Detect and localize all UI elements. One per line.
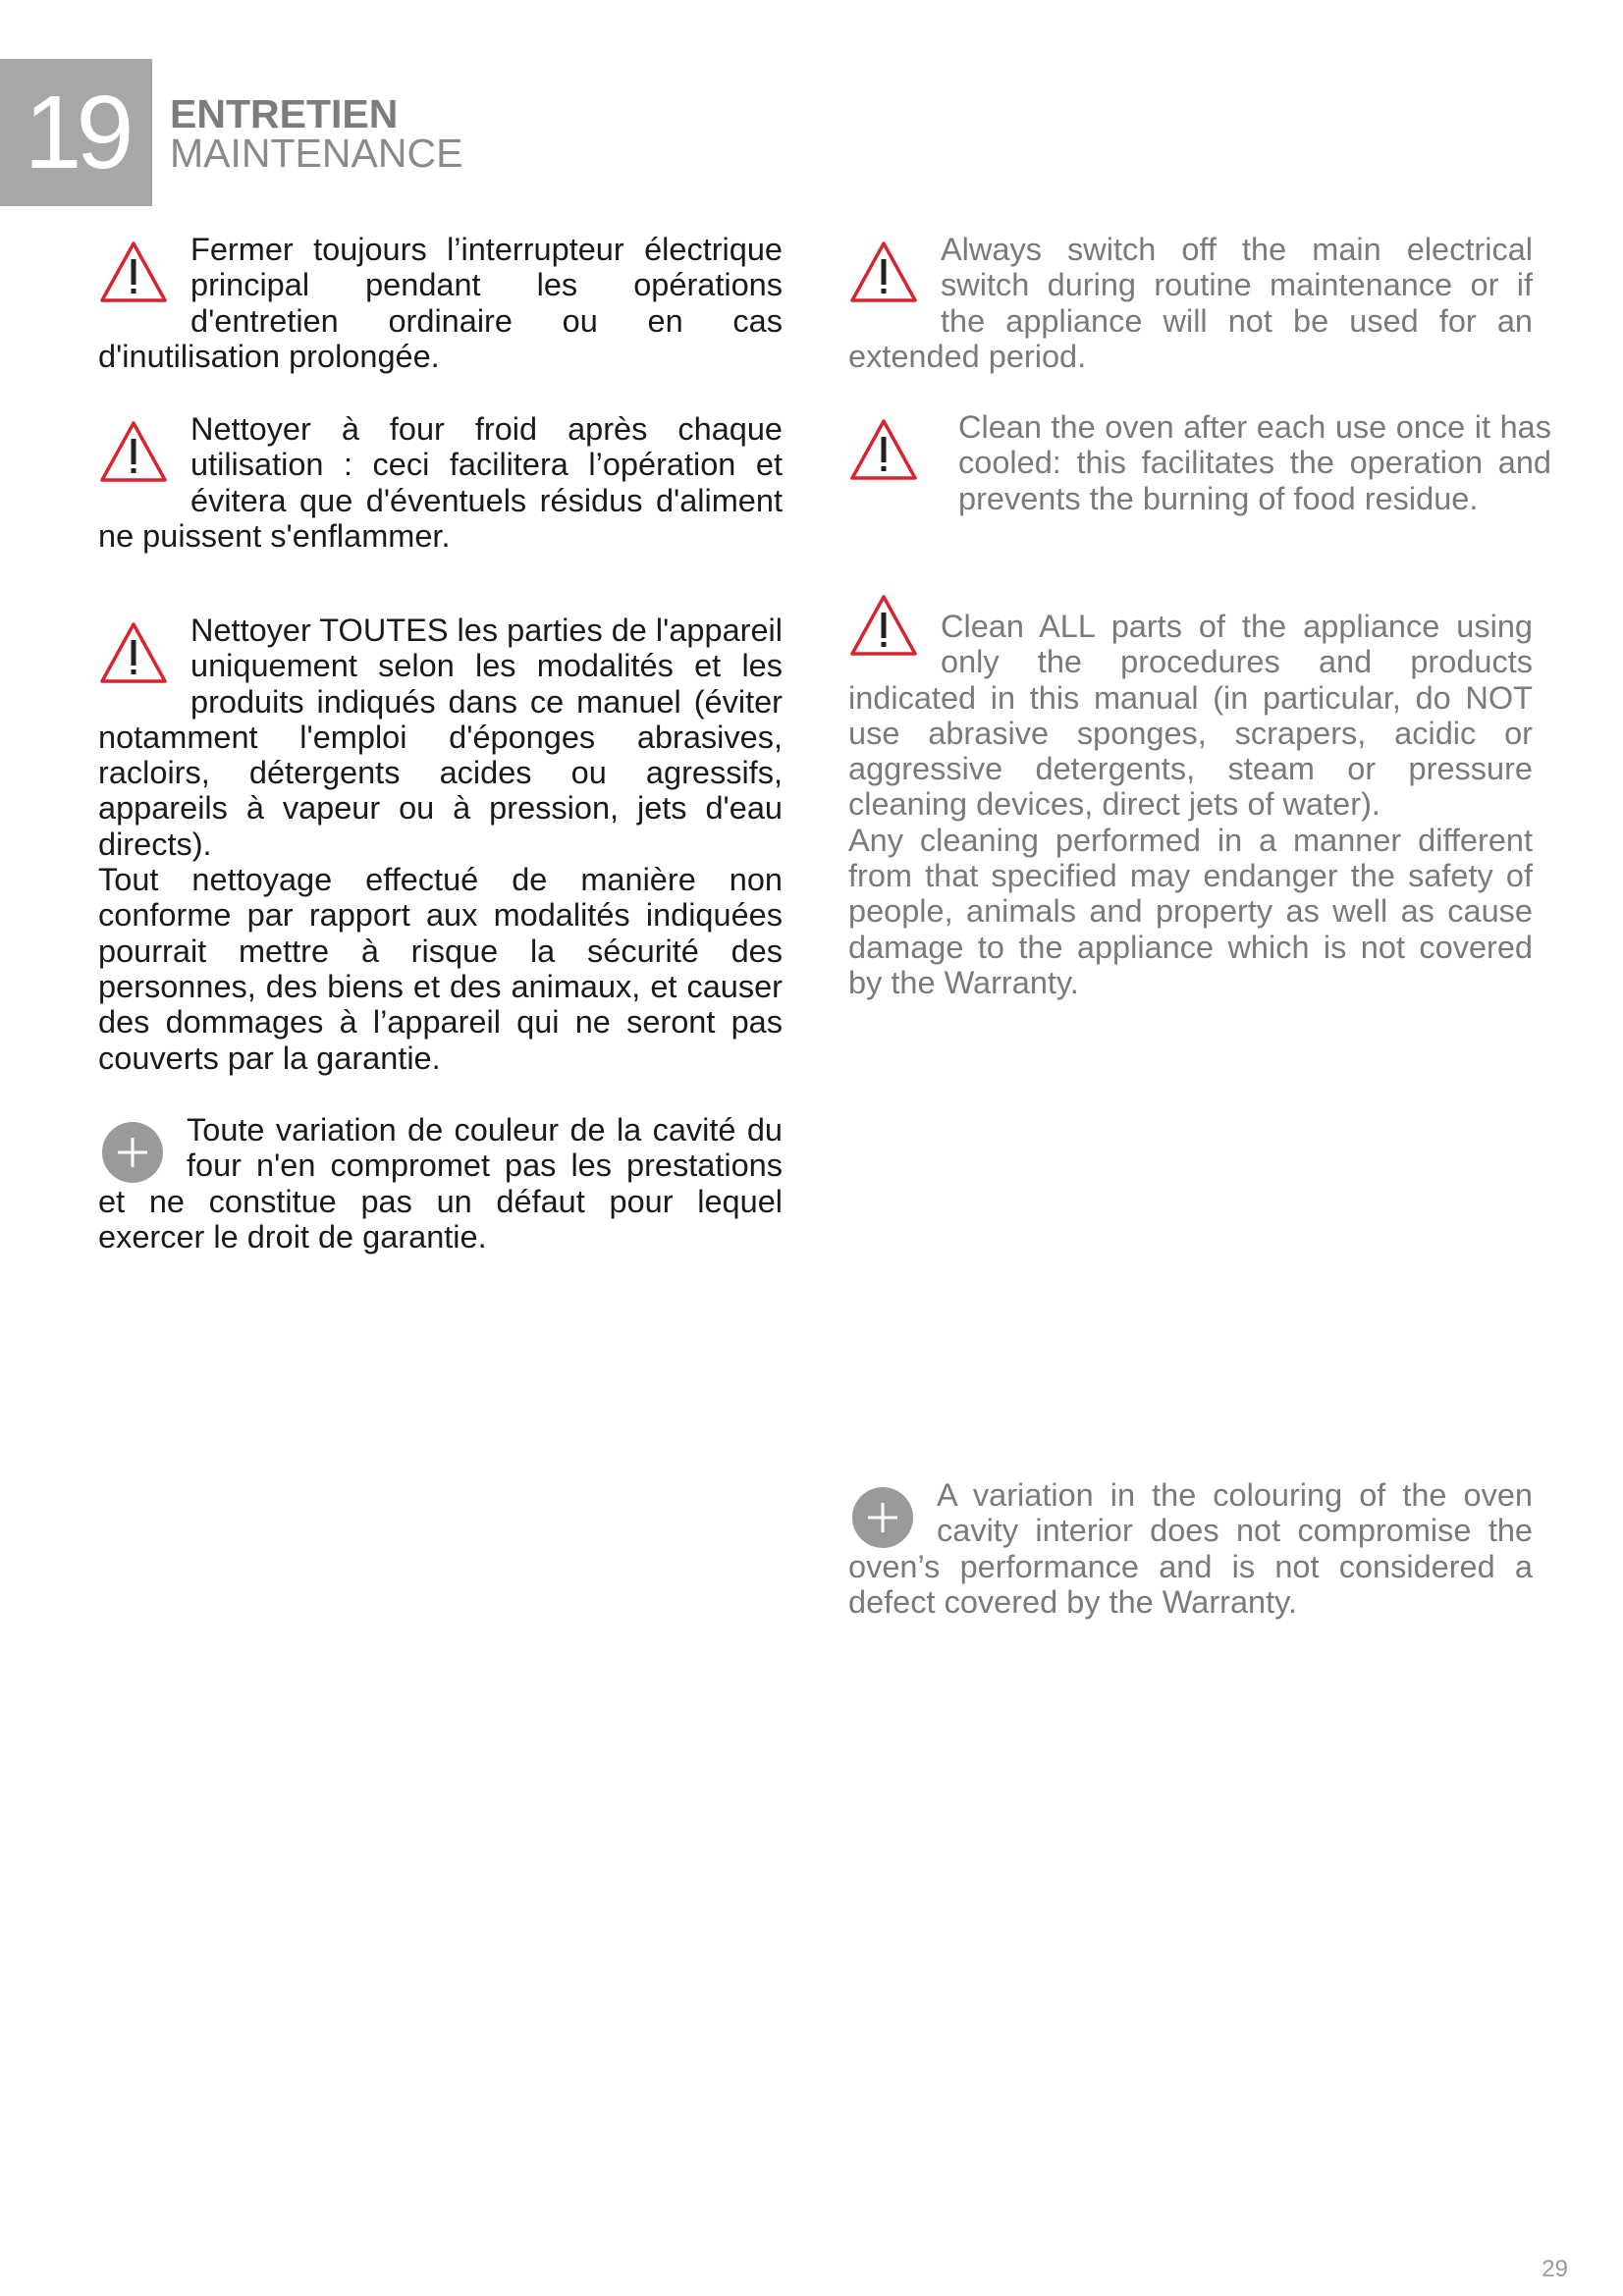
fr-warning-1 <box>98 232 783 374</box>
en-paragraph-3a: Clean ALL parts of the appliance using only the procedures and products indicated in this manual (in particular, do NOT use abrasive sponges, scrapers, acidic or aggressive detergents, steam or pressure cleaning devices, direct jets of water). <box>848 609 1533 823</box>
fr-paragraph-3a: Nettoyer TOUTES les parties de l'appareil uniquement selon les modalités et les produits indiqués dans ce manuel (éviter notamment l'emploi d'éponges abrasives, racloirs, détergents acides ou agressifs, appareils à vapeur ou à pression, jets d'eau directs). <box>98 613 783 862</box>
en-paragraph-3b: Any cleaning performed in a manner different from that specified may endanger the safety of people, animals and property as well as cause damage to the appliance which is not covered by the Warranty. <box>848 822 1533 1000</box>
plus-icon <box>852 1487 913 1548</box>
fr-paragraph-2: Nettoyer à four froid après chaque utilisation : ceci facilitera l’opération et évitera que d'éventuels résidus d'aliment ne puissent s'enflammer. <box>98 411 783 554</box>
fr-paragraph-3b: Tout nettoyage effectué de manière non conforme par rapport aux modalités indiquées pourrait mettre à risque la sécurité des personnes, des biens et des animaux, et causer des dommages à l’appareil qui ne seront pas couverts par la garantie. <box>98 862 783 1076</box>
chapter-title <box>170 91 463 176</box>
chapter-title-fr: ENTRETIEN <box>170 91 399 136</box>
warning-icon <box>848 238 919 308</box>
fr-warning-2 <box>98 411 783 554</box>
en-note <box>848 1477 1533 1620</box>
warning-icon <box>848 591 919 662</box>
chapter-title-en: MAINTENANCE <box>170 131 463 176</box>
warning-icon <box>98 618 169 689</box>
plus-icon <box>102 1122 163 1183</box>
en-warning-3 <box>848 585 1533 1000</box>
fr-paragraph-1: Fermer toujours l’interrupteur électrique principal pendant les opérations d'entretien ordinaire ou en cas d'inutilisation prolongée. <box>98 232 783 374</box>
warning-icon <box>98 238 169 308</box>
fr-paragraph-4: Toute variation de couleur de la cavité du four n'en compromet pas les prestations et ne constitue pas un défaut pour lequel exercer le droit de garantie. <box>98 1112 783 1255</box>
en-warning-2 <box>848 409 1551 516</box>
fr-warning-3 <box>98 613 783 1076</box>
warning-icon <box>98 417 169 488</box>
en-paragraph-1: Always switch off the main electrical switch during routine maintenance or if the appliance will not be used for an extended period. <box>848 232 1533 374</box>
chapter-number: 19 <box>24 75 129 190</box>
warning-icon <box>848 415 919 486</box>
page-number: 29 <box>1542 2256 1568 2282</box>
en-warning-1 <box>848 232 1533 374</box>
en-paragraph-4: A variation in the colouring of the oven cavity interior does not compromise the oven’s performance and is not considered a defect covered by the Warranty. <box>848 1477 1533 1620</box>
chapter-number-box <box>0 59 152 206</box>
en-paragraph-2: Clean the oven after each use once it has cooled: this facilitates the operation and prevents the burning of food residue. <box>958 409 1551 516</box>
fr-note <box>98 1112 783 1255</box>
